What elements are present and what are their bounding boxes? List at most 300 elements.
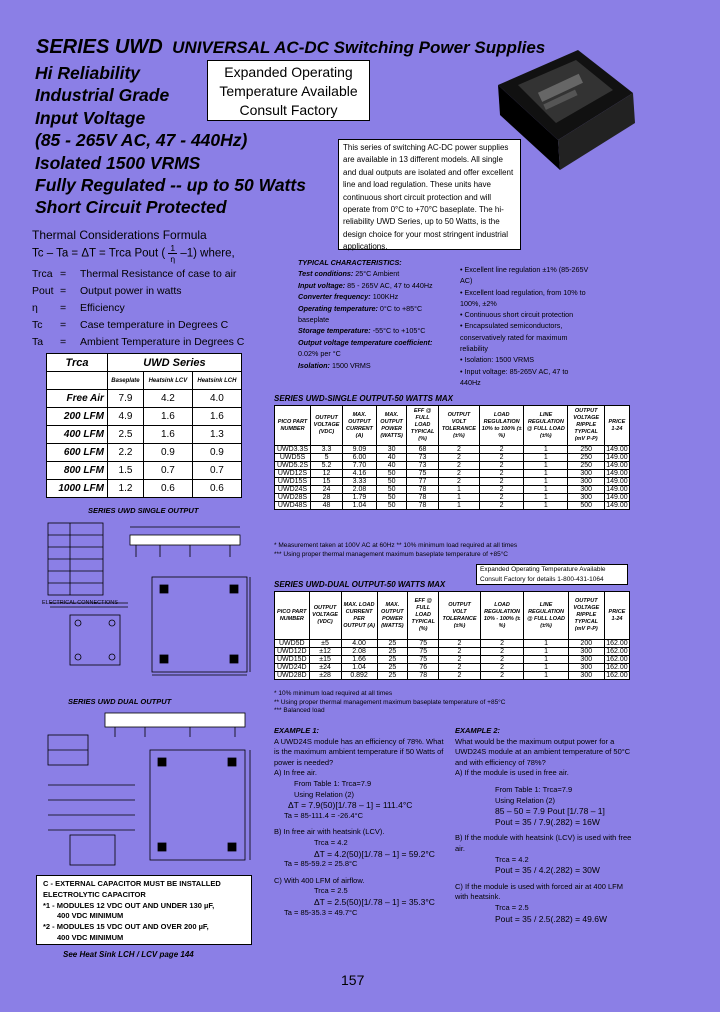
typical-value: 0.02% per °C: [298, 349, 341, 359]
table-cell: 162.00: [606, 672, 628, 679]
table-cell: 0.6: [192, 480, 241, 498]
example-step: Ta = 85-35.3 = 49.7°C: [284, 907, 358, 917]
factory-box: [476, 564, 628, 585]
column-header: MAX. LOAD CURRENT PER OUTPUT (A): [341, 592, 377, 640]
table-cell: 1.04: [341, 664, 377, 672]
table-cell: 162.00: [606, 640, 628, 647]
table-cell: 2: [438, 462, 479, 470]
table-cell: UWD5.2S: [275, 462, 311, 470]
typical-item: [298, 303, 448, 326]
table-cell: 500: [568, 502, 604, 510]
single-table-row: [275, 454, 630, 462]
dual-table-row: [275, 656, 630, 664]
table-header-row: [275, 406, 630, 446]
table-row: [47, 444, 242, 462]
table-cell: 2.08: [343, 486, 377, 494]
table-note: * Measurement taken at 100V AC at 60Hz ** 10% minimum load required at all times: [274, 542, 518, 549]
table-cell: 0.6: [144, 480, 193, 498]
formula-den: η: [170, 254, 176, 264]
table-cell: 7.9: [107, 390, 143, 408]
table-cell: 2: [439, 664, 480, 672]
note-heading: C - EXTERNAL CAPACITOR MUST BE INSTALLED: [43, 879, 221, 888]
typical-value: 0°C to +85°C baseplate: [298, 303, 423, 325]
series-subtitle: UNIVERSAL AC-DC Switching Power Supplies: [172, 38, 546, 57]
thermal-heading: Thermal Considerations Formula: [32, 228, 207, 242]
table-cell: UWD15S: [275, 478, 311, 486]
dual-table-body: [275, 640, 630, 680]
table-cell: 40: [376, 454, 407, 462]
table-cell: 2: [480, 648, 524, 656]
column-header: OUTPUT VOLT TOLERANCE (±%): [439, 592, 480, 640]
example-1: [274, 726, 450, 918]
bullet-item: • Isolation: 1500 VRMS: [460, 355, 535, 365]
table-cell: 1: [524, 656, 568, 664]
def-text: Case temperature in Degrees C: [80, 319, 229, 332]
table-cell: 2: [439, 672, 480, 680]
typical-value: 25°C Ambient: [355, 269, 400, 279]
column-header: LOAD REGULATION 10% - 100% (±%): [480, 592, 524, 640]
table-cell: 1: [524, 664, 568, 672]
single-output-table: [274, 405, 630, 510]
table-cell: UWD15D: [275, 656, 310, 664]
typical-item: [298, 291, 448, 302]
table-cell: 1: [524, 672, 568, 680]
table-cell: 24: [311, 486, 343, 494]
table-cell: 4.16: [343, 470, 377, 478]
electrical-connections-label: ELECTRICAL CONNECTIONS: [42, 600, 118, 606]
table-row: [47, 426, 242, 444]
table-cell: 50: [376, 502, 407, 510]
single-table-title: SERIES UWD-SINGLE OUTPUT-50 WATTS MAX: [274, 394, 453, 403]
example-step: Ta = 85-59.2 = 25.8°C: [284, 859, 358, 869]
def-symbol: Pout: [32, 284, 54, 297]
example-calc: ΔT = 7.9(50)[1/.78 – 1] = 111.4°C: [288, 800, 413, 811]
def-text: Ambient Temperature in Degrees C: [80, 336, 245, 349]
table-cell: 1.66: [341, 656, 377, 664]
single-table-row: [275, 446, 630, 454]
table-cell: [47, 372, 108, 390]
table-cell: 50: [376, 478, 407, 486]
table-cell: 2: [480, 502, 524, 510]
heatsink-table: [46, 353, 242, 498]
table-cell: 4.0: [192, 390, 241, 408]
table-cell: 78: [408, 672, 439, 680]
table-cell: 2: [480, 672, 524, 680]
example-step: Trca = 2.5: [495, 902, 529, 912]
example-step: A) If the module is used in free air.: [455, 768, 569, 778]
table-cell: 1.3: [192, 426, 241, 444]
table-cell: 1.5: [107, 462, 143, 480]
def-eq: =: [60, 284, 67, 297]
typical-key: Output voltage temperature coefficient:: [298, 337, 433, 347]
table-cell: UWD5D: [275, 640, 310, 648]
def-row: [32, 299, 244, 316]
page-number: 157: [341, 972, 365, 988]
single-table-row: [275, 494, 630, 502]
feature-item: Isolated 1500 VRMS: [35, 152, 201, 173]
table-cell: 30: [376, 446, 407, 454]
example-title: EXAMPLE 2:: [455, 726, 501, 735]
dual-table-title: SERIES UWD-DUAL OUTPUT-50 WATTS MAX: [274, 580, 446, 589]
feature-item: Industrial Grade: [35, 85, 170, 106]
table-cell: 250: [568, 462, 604, 470]
table-series-header: UWD Series: [107, 354, 241, 372]
single-table-body: [275, 446, 630, 510]
typical-item: [298, 280, 448, 291]
table-cell: 1.79: [343, 494, 377, 502]
table-cell: 73: [407, 462, 438, 470]
table-cell: 25: [377, 640, 407, 648]
example-calc: Pout = 35 / 2.5(.282) = 49.6W: [495, 913, 607, 924]
table-cell: 149.00: [606, 470, 628, 477]
def-eq: =: [60, 319, 67, 332]
table-cell: 0.892: [341, 672, 377, 680]
table-cell: 300: [568, 470, 604, 478]
typical-value: 100KHz: [372, 292, 399, 302]
table-row: [47, 372, 242, 390]
def-row: [32, 282, 244, 299]
table-cell: 2: [480, 664, 524, 672]
def-eq: =: [60, 301, 67, 314]
table-cell: 48: [311, 502, 343, 510]
table-cell: 250: [568, 446, 604, 454]
feature-item: Fully Regulated -- up to 50 Watts: [35, 175, 306, 196]
table-cell: 9.09: [343, 446, 377, 454]
table-cell: 3.33: [343, 478, 377, 486]
example-step: Trca = 4.2: [495, 854, 529, 864]
dual-table-row: [275, 664, 630, 672]
table-cell: 12: [311, 470, 343, 478]
typical-value: 1500 VRMS: [331, 360, 371, 370]
table-cell: 0.7: [192, 462, 241, 480]
table-cell: 1: [524, 470, 568, 478]
column-header: OUTPUT VOLTAGE (VDC): [311, 406, 343, 446]
feature-item: Short Circuit Protected: [35, 197, 227, 218]
dual-output-caption: SERIES UWD DUAL OUTPUT: [68, 697, 172, 706]
note-line: ELECTROLYTIC CAPACITOR: [43, 889, 146, 899]
table-cell: 2: [439, 640, 480, 648]
table-cell: 149.00: [606, 454, 628, 461]
table-cell: 78: [407, 502, 438, 510]
example-step: B) If the module with heatsink (LCV) is used with free air.: [455, 833, 632, 853]
table-cell: 2: [438, 446, 479, 454]
example-calc: ΔT = 4.2(50)[1/.78 – 1] = 59.2°C: [314, 848, 435, 859]
typical-characteristics: [298, 257, 448, 371]
example-step: From Table 1: Trca=7.9: [294, 778, 372, 788]
column-header: LINE REGULATION @ FULL LOAD (±%): [524, 592, 568, 640]
typical-item: [298, 325, 448, 336]
table-cell: 75: [408, 640, 439, 648]
table-cell: 149.00: [606, 462, 628, 469]
example-step: From Table 1: Trca=7.9: [495, 784, 573, 794]
table-cell: 2: [480, 640, 524, 648]
example-text: A UWD24S module has an efficiency of 78%. What is the maximum ambient temperature if 50 Watts of power is needed?: [274, 736, 444, 767]
table-cell: UWD12D: [275, 648, 310, 656]
table-cell: 15: [311, 478, 343, 486]
note-line: *1 - MODULES 12 VDC OUT AND UNDER 130 µF,: [43, 900, 215, 910]
bullet-item: • Continuous short circuit protection: [460, 310, 574, 320]
table-cell: 2: [438, 454, 479, 462]
column-header: OUTPUT VOLT TOLERANCE (±%): [438, 406, 479, 446]
table-row: [47, 408, 242, 426]
table-cell: 162.00: [606, 664, 628, 671]
table-cell: 77: [407, 478, 438, 486]
see-heatsink-link[interactable]: See Heat Sink LCH / LCV page 144: [63, 950, 194, 959]
note-line: 400 VDC MINIMUM: [57, 932, 124, 942]
thermal-formula: [32, 243, 235, 264]
table-cell: 1.04: [343, 502, 377, 510]
column-header: OUTPUT VOLTAGE RIPPLE TYPICAL (mV P-P): [568, 592, 604, 640]
typical-item: [298, 360, 448, 371]
dual-table-row: [275, 640, 630, 648]
table-cell: 0.9: [144, 444, 193, 462]
formula-left: Tc – Ta = ΔT = Trca Pout (: [32, 247, 166, 260]
table-cell: 78: [407, 494, 438, 502]
table-corner: Trca: [47, 354, 108, 372]
dual-table-row: [275, 672, 630, 680]
typical-key: Storage temperature:: [298, 326, 371, 336]
def-text: Output power in watts: [80, 284, 182, 297]
table-cell: 5: [311, 454, 343, 462]
feature-item: Hi Reliability: [35, 63, 141, 83]
table-cell: 2: [480, 494, 524, 502]
table-cell: 1: [438, 502, 479, 510]
table-row: [47, 354, 242, 372]
typical-value: -55°C to +105°C: [372, 326, 426, 336]
typical-item: [298, 337, 448, 360]
table-cell: 1.6: [144, 426, 193, 444]
page-title: [36, 36, 545, 59]
table-cell: 50: [376, 470, 407, 478]
table-cell: UWD48S: [275, 502, 311, 510]
table-cell: 2: [439, 656, 480, 664]
table-cell: 1: [524, 502, 568, 510]
factory-line: Expanded Operating Temperature Available: [480, 566, 606, 573]
table-cell: 2: [480, 446, 524, 454]
table-note: ** Using proper thermal management maximum baseplate temperature of +85°C: [274, 698, 506, 706]
column-header: Heatsink LCV: [144, 372, 193, 390]
typical-key: Converter frequency:: [298, 292, 371, 302]
table-cell: UWD28D: [275, 672, 310, 680]
table-cell: 50: [376, 494, 407, 502]
example-step: A) In free air.: [274, 768, 317, 778]
expanded-temp-box: [207, 60, 370, 121]
example-calc: Pout = 35 / 4.2(.282) = 30W: [495, 865, 600, 876]
typical-key: Isolation:: [298, 360, 330, 370]
table-cell: 4.2: [144, 390, 193, 408]
table-cell: 2: [480, 454, 524, 462]
table-cell: 6.00: [343, 454, 377, 462]
single-table-row: [275, 462, 630, 470]
row-label: 1000 LFM: [47, 480, 108, 498]
table-cell: 2: [480, 470, 524, 478]
example-title: EXAMPLE 1:: [274, 726, 320, 735]
table-cell: 1: [524, 640, 568, 648]
column-header: Baseplate: [107, 372, 143, 390]
column-header: MAX. OUTPUT CURRENT (A): [343, 406, 377, 446]
table-note: *** Balanced load: [274, 707, 325, 715]
table-cell: 300: [568, 672, 604, 680]
example-calc: Pout = 35 / 7.9(.282) = 16W: [495, 816, 600, 827]
table-cell: 149.00: [606, 446, 628, 453]
table-cell: 25: [377, 664, 407, 672]
formula-right: –1) where,: [180, 247, 235, 260]
thermal-definitions: [32, 265, 244, 351]
table-cell: 2: [480, 478, 524, 486]
factory-line: Consult Factory for details 1-800-431-1064: [480, 575, 604, 583]
table-cell: UWD24D: [275, 664, 310, 672]
example-step: B) In free air with heatsink (LCV).: [274, 827, 385, 837]
dual-table-notes: [274, 690, 630, 716]
typical-key: Input voltage:: [298, 280, 346, 290]
dual-output-drawing: [40, 705, 270, 870]
expanded-line: Consult Factory: [239, 102, 338, 118]
table-cell: 1: [524, 486, 568, 494]
table-cell: 1: [524, 648, 568, 656]
example-text: What would be the maximum output power for a UWD24S module at an ambient temperature of 50°C and with efficiency of 78%?: [455, 736, 631, 767]
typical-key: Operating temperature:: [298, 303, 378, 313]
feature-bullets: [460, 264, 590, 388]
table-cell: 300: [568, 664, 604, 672]
def-symbol: Tc: [32, 319, 43, 332]
def-text: Efficiency: [80, 301, 125, 314]
table-cell: 1: [438, 494, 479, 502]
table-cell: 1: [524, 446, 568, 454]
table-cell: ±28: [309, 672, 341, 680]
table-cell: ±24: [309, 664, 341, 672]
table-cell: 25: [377, 648, 407, 656]
table-cell: 28: [311, 494, 343, 502]
feature-item: Input Voltage: [35, 107, 146, 128]
table-cell: 1: [524, 462, 568, 470]
column-header: LOAD REGULATION 10% to 100% (±%): [480, 406, 524, 446]
example-step: Trca = 2.5: [314, 886, 348, 896]
table-cell: UWD24S: [275, 486, 311, 494]
table-cell: 25: [377, 656, 407, 664]
column-header: EFF @ FULL LOAD TYPICAL (%): [408, 592, 439, 640]
example-step: C) If the module is used with forced air at 400 LFM with heatsink.: [455, 881, 623, 902]
bullet-item: • Excellent line regulation ±1% (85-265V AC): [460, 265, 589, 286]
table-cell: 149.00: [606, 478, 628, 485]
capacitor-note-box: [36, 875, 252, 945]
table-row: [47, 390, 242, 408]
single-table-row: [275, 486, 630, 494]
table-row: [47, 480, 242, 498]
table-cell: 300: [568, 648, 604, 656]
dual-output-table: [274, 591, 630, 680]
single-output-caption: SERIES UWD SINGLE OUTPUT: [88, 506, 199, 515]
table-cell: 2.08: [341, 648, 377, 656]
table-cell: 76: [408, 664, 439, 672]
table-cell: 1.2: [107, 480, 143, 498]
table-cell: 75: [408, 656, 439, 664]
example-step: Using Relation (2): [294, 789, 355, 799]
column-header: PICO PART NUMBER: [275, 406, 311, 446]
example-step: Using Relation (2): [495, 795, 556, 805]
table-cell: 162.00: [606, 656, 628, 663]
column-header: Heatsink LCH: [192, 372, 241, 390]
single-output-drawing: [40, 515, 270, 680]
table-cell: UWD28S: [275, 494, 311, 502]
table-cell: 40: [376, 462, 407, 470]
table-cell: UWD12S: [275, 470, 311, 478]
table-row: [47, 462, 242, 480]
table-cell: UWD5S: [275, 454, 311, 462]
column-header: LINE REGULATION @ FULL LOAD (±%): [524, 406, 568, 446]
table-note: *** Using proper thermal management maximum baseplate temperature of +85°C: [274, 550, 509, 558]
table-cell: 1: [524, 454, 568, 462]
table-cell: 2: [438, 478, 479, 486]
expanded-line: Expanded Operating: [224, 64, 353, 80]
table-cell: 2.2: [107, 444, 143, 462]
table-cell: 149.00: [606, 502, 628, 509]
example-calc: 85 – 50 = 7.9 Pout [1/.78 – 1]: [495, 806, 605, 817]
column-header: PRICE 1-24: [604, 406, 629, 446]
column-header: OUTPUT VOLTAGE (VDC): [309, 592, 341, 640]
example-2: [455, 726, 635, 924]
expanded-line: Temperature Available: [219, 83, 358, 99]
column-header: PRICE 1-24: [604, 592, 629, 640]
table-cell: 250: [568, 454, 604, 462]
table-cell: 0.9: [192, 444, 241, 462]
row-label: 200 LFM: [47, 408, 108, 426]
column-header: MAX. OUTPUT POWER (WATTS): [377, 592, 407, 640]
table-cell: 200: [568, 640, 604, 648]
typical-key: Test conditions:: [298, 269, 354, 279]
row-label: 400 LFM: [47, 426, 108, 444]
table-cell: 300: [568, 486, 604, 494]
example-calc: ΔT = 2.5(50)[1/.78 – 1] = 35.3°C: [314, 896, 435, 907]
def-row: [32, 317, 244, 334]
example-step: Trca = 4.2: [314, 837, 348, 847]
table-cell: 78: [407, 486, 438, 494]
table-cell: 0.7: [144, 462, 193, 480]
note-line: *2 - MODULES 15 VDC OUT AND OVER 200 µF,: [43, 922, 209, 932]
table-cell: 2: [438, 470, 479, 478]
typical-value: 85 - 265V AC, 47 to 440Hz: [347, 280, 433, 290]
table-cell: 1: [438, 486, 479, 494]
table-cell: 2: [480, 656, 524, 664]
column-header: PICO PART NUMBER: [275, 592, 310, 640]
table-cell: 1.6: [144, 408, 193, 426]
table-cell: 75: [407, 470, 438, 478]
single-table-row: [275, 478, 630, 486]
table-header-row: [275, 592, 630, 640]
table-cell: 300: [568, 656, 604, 664]
table-cell: 5.2: [311, 462, 343, 470]
typical-item: [298, 268, 448, 279]
table-cell: 73: [407, 454, 438, 462]
table-cell: 4.9: [107, 408, 143, 426]
table-cell: 2: [439, 648, 480, 656]
def-eq: =: [60, 267, 67, 280]
series-title: SERIES UWD: [36, 36, 163, 58]
table-cell: ±12: [309, 648, 341, 656]
def-row: [32, 265, 244, 282]
typical-heading: TYPICAL CHARACTERISTICS:: [298, 258, 402, 267]
table-cell: 2: [480, 486, 524, 494]
column-header: EFF @ FULL LOAD TYPICAL (%): [407, 406, 438, 446]
note-line: 400 VDC MINIMUM: [57, 911, 124, 921]
row-label: Free Air: [47, 390, 108, 408]
table-cell: 162.00: [606, 648, 628, 655]
table-cell: 1: [524, 494, 568, 502]
table-cell: ±15: [309, 656, 341, 664]
table-cell: 2.5: [107, 426, 143, 444]
single-table-notes: [274, 542, 630, 559]
table-cell: 300: [568, 494, 604, 502]
table-note: * 10% minimum load required at all times: [274, 690, 393, 697]
